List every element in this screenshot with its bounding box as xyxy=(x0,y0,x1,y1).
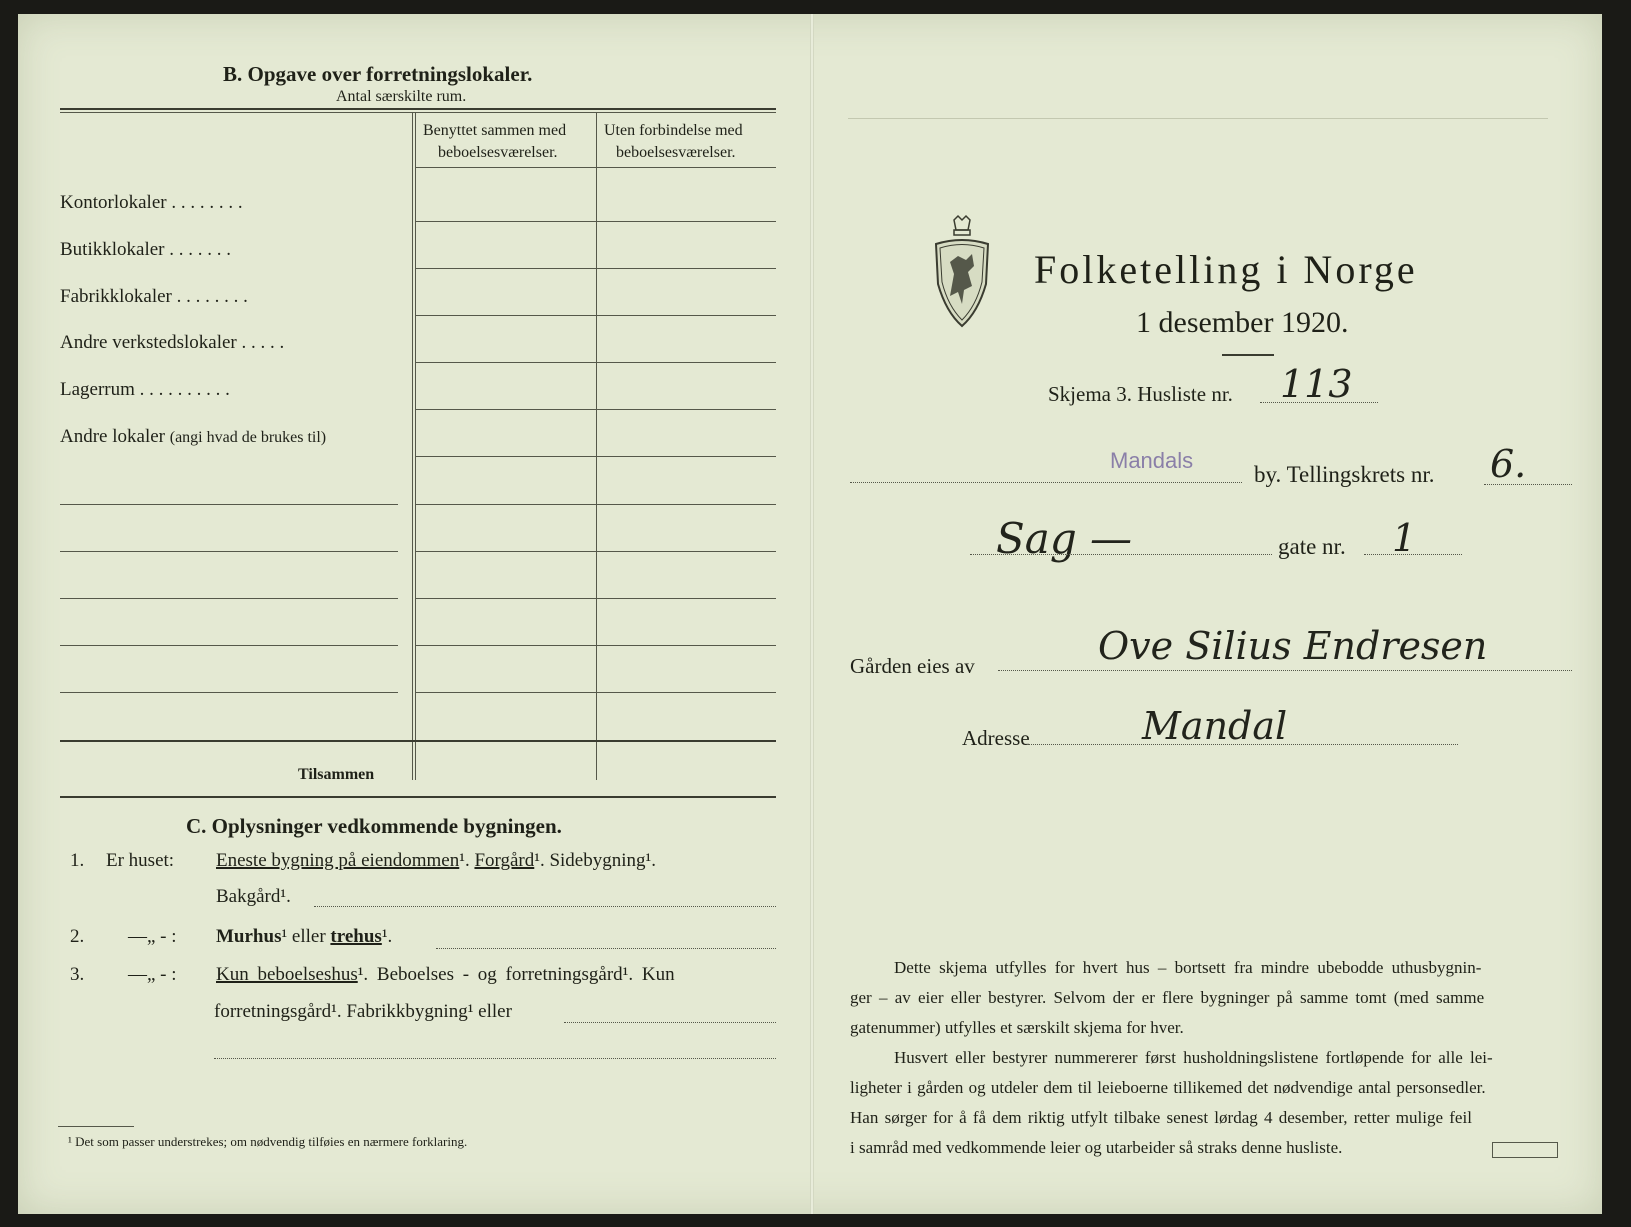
by-tellingskrets-label: by. Tellingskrets nr. xyxy=(1254,462,1435,487)
owner-label: Gården eies av xyxy=(850,654,975,678)
owner-value[interactable]: Ove Silius Endresen xyxy=(1098,624,1488,668)
col2-header-line1: Uten forbindelse med xyxy=(604,122,743,139)
stamp-city: Mandals xyxy=(1110,448,1194,473)
row-label-andre-lokaler: Andre lokaler (angi hvad de brukes til) xyxy=(60,426,327,447)
instruction-line-7: i samråd med vedkommende leier og utarbeider så straks denne husliste. xyxy=(850,1138,1343,1157)
c-item-2-lead: —„ - : xyxy=(128,926,177,947)
section-b-subtitle: Antal særskilte rum. xyxy=(336,88,467,105)
c-item-1-lead: Er huset: xyxy=(106,850,175,871)
gate-value[interactable]: Sag — xyxy=(996,514,1133,563)
section-c-title: C. Oplysninger vedkommende bygningen. xyxy=(186,814,562,838)
printer-mark xyxy=(1492,1142,1558,1158)
coat-of-arms-icon xyxy=(928,214,996,330)
c-item-3-number: 3. xyxy=(70,964,85,985)
instruction-line-1: Dette skjema utfylles for hvert hus – bortsett fra mindre ubebodde uthusbygnin- xyxy=(894,958,1482,977)
instruction-line-5: ligheter i gården og utdeler dem til leieboerne tillikemed det nødvendige antal personsedler. xyxy=(850,1078,1486,1097)
table-col-divider-2 xyxy=(596,112,597,780)
instruction-line-4: Husvert eller bestyrer nummererer først husholdningslistene fortløpende for alle lei- xyxy=(894,1048,1493,1067)
total-label: Tilsammen xyxy=(298,766,375,783)
tellingskrets-number[interactable]: 6. xyxy=(1490,442,1527,486)
row-label-kontorlokaler: Kontorlokaler . . . . . . . . xyxy=(60,192,243,213)
c-item-1-options: Eneste bygning på eiendommen¹. Forgård¹. Sidebygning¹. xyxy=(216,850,656,871)
row-label-lagerrum: Lagerrum . . . . . . . . . . xyxy=(60,379,230,400)
c-item-1-number: 1. xyxy=(70,850,85,871)
address-label: Adresse xyxy=(962,726,1030,750)
instruction-line-6: Han sørger for å få dem riktig utfylt tilbake senest lørdag 4 desember, retter mulige feil xyxy=(850,1108,1472,1127)
row-label-butikklokaler: Butikklokaler . . . . . . . xyxy=(60,239,231,260)
table-bottom-rule xyxy=(60,796,776,798)
table-top-rule xyxy=(60,108,776,110)
address-value[interactable]: Mandal xyxy=(1142,704,1288,748)
skjema-label: Skjema 3. Husliste nr. xyxy=(1048,382,1233,406)
col1-header-line2: beboelsesværelser. xyxy=(438,144,558,161)
instruction-line-3: gatenummer) utfylles et særskilt skjema for hver. xyxy=(850,1018,1184,1037)
gate-nr-label: gate nr. xyxy=(1278,534,1346,559)
census-form-sheet xyxy=(18,14,1602,1214)
c-item-3-line2: forretningsgård¹. Fabrikkbygning¹ eller xyxy=(214,1001,512,1022)
c-item-2-options: Murhus¹ eller trehus¹. xyxy=(216,926,393,947)
footnote: ¹ Det som passer understrekes; om nødvendig tilføies en nærmere forklaring. xyxy=(68,1134,468,1149)
section-b-title: B. Opgave over forretningslokaler. xyxy=(223,62,533,86)
row-label-fabrikklokaler: Fabrikklokaler . . . . . . . . xyxy=(60,286,248,307)
gate-number[interactable]: 1 xyxy=(1392,516,1417,560)
page-fold xyxy=(810,14,814,1214)
row-label-verkstedslokaler: Andre verkstedslokaler . . . . . xyxy=(60,332,285,353)
col1-header-line1: Benyttet sammen med xyxy=(423,122,567,139)
form-date: 1 desember 1920. xyxy=(1136,306,1349,339)
husliste-number[interactable]: 113 xyxy=(1280,362,1353,406)
table-total-rule xyxy=(60,740,776,742)
form-title: Folketelling i Norge xyxy=(1034,247,1418,292)
instruction-line-2: ger – av eier eller bestyrer. Selvom der er flere bygninger på samme tomt (med samme xyxy=(850,988,1485,1007)
c-item-2-number: 2. xyxy=(70,926,85,947)
col2-header-line2: beboelsesværelser. xyxy=(616,144,736,161)
c-item-3-lead: —„ - : xyxy=(128,964,177,985)
c-item-3-options: Kun beboelseshus¹. Beboelses - og forretningsgård¹. Kun xyxy=(216,964,675,985)
table-col-divider-1 xyxy=(412,112,413,780)
c-item-1-line2: Bakgård¹. xyxy=(216,886,291,907)
